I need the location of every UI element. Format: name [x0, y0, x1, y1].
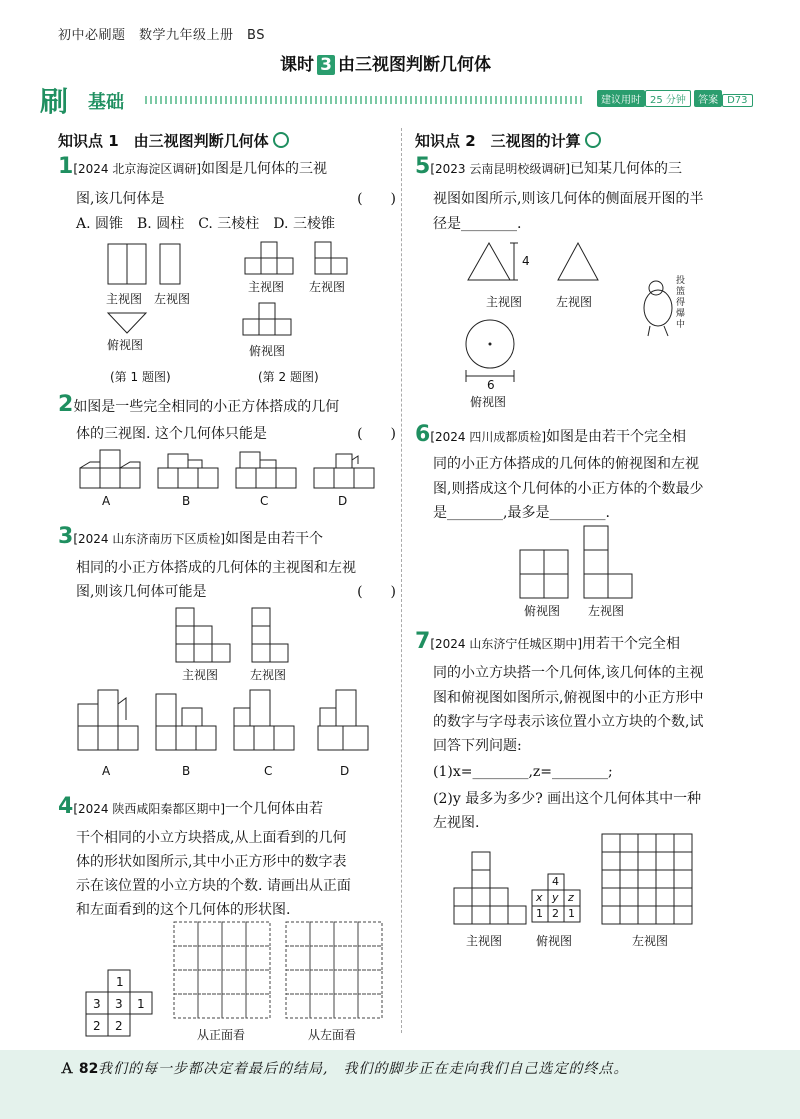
brush-logo: 刷 — [40, 85, 69, 118]
q4-cell: 1 — [116, 975, 124, 989]
q7-sub1: (1)x=________,z=________; — [433, 764, 613, 780]
grid-cell — [638, 852, 656, 870]
grid-cell — [620, 906, 638, 924]
grid-cell — [638, 888, 656, 906]
page-number: Ａ 82 — [60, 1061, 99, 1077]
q4-side-label: 从左面看 — [308, 1028, 357, 1042]
q1-left-label: 左视图 — [154, 292, 191, 306]
grid-cell — [674, 870, 692, 888]
q1-options: A. 圆锥 B. 圆柱 C. 三棱柱 D. 三棱锥 — [76, 216, 335, 232]
q2-option-a: A — [102, 494, 111, 508]
grid-cell — [674, 834, 692, 852]
q7-sub2: (2)y 最多为多少? 画出这个几何体其中一种 — [433, 791, 702, 807]
brush-subtitle: 基础 — [88, 92, 124, 113]
q5-left-label: 左视图 — [556, 295, 593, 309]
q2-top-label: 俯视图 — [249, 344, 286, 358]
grid-cell — [620, 834, 638, 852]
q3-option-d: D — [340, 764, 350, 778]
q7-cell: 1 — [568, 907, 575, 920]
grid-cell — [602, 852, 620, 870]
q1-main-label: 主视图 — [106, 292, 143, 306]
q7-cell: y — [552, 891, 559, 904]
grid-cell — [674, 852, 692, 870]
mascot-text: 投篮得爆中 — [676, 276, 686, 330]
q7-top-label: 俯视图 — [536, 934, 573, 948]
grid-cell — [638, 870, 656, 888]
grid-cell — [674, 906, 692, 924]
grid-cell — [656, 870, 674, 888]
q2-caption: (第 2 题图) — [258, 370, 319, 384]
q4-cell: 2 — [93, 1019, 101, 1033]
q2-main-label: 主视图 — [248, 280, 285, 294]
q7-cell: z — [568, 891, 574, 904]
q2-option-d: D — [338, 494, 348, 508]
q4-cell: 3 — [93, 997, 101, 1011]
q5-top-label: 俯视图 — [470, 395, 507, 409]
grid-cell — [620, 852, 638, 870]
q3-left-label: 左视图 — [250, 668, 287, 682]
grid-cell — [602, 906, 620, 924]
question-3: 3[2024 山东济南历下区质检]如图是由若干个 — [58, 524, 324, 549]
q5-dim-4: 4 — [522, 254, 530, 268]
grid-cell — [656, 888, 674, 906]
grid-cell — [602, 888, 620, 906]
q7-main-label: 主视图 — [466, 934, 503, 948]
grid-cell — [638, 834, 656, 852]
grid-cell — [656, 834, 674, 852]
time-badge: 建议用时 25 分钟 答案 D73 — [597, 90, 753, 107]
footer-motto: 我们的每一步都决定着最后的结局, 我们的脚步正在走向我们自己选定的终点。 — [98, 1061, 629, 1077]
q4-cell: 1 — [137, 997, 145, 1011]
q3-option-c: C — [264, 764, 273, 778]
q4-cell: 3 — [115, 997, 123, 1011]
book-title: 初中必刷题 数学九年级上册 BS — [58, 28, 265, 43]
q7-cell: x — [536, 891, 543, 904]
question-1: 1[2024 北京海淀区调研]如图是几何体的三视 — [58, 154, 328, 179]
q7-cell: 2 — [552, 907, 559, 920]
grid-cell — [620, 888, 638, 906]
q1-caption: (第 1 题图) — [110, 370, 171, 384]
q6-left-label: 左视图 — [588, 604, 625, 618]
q7-left-label: 左视图 — [632, 934, 669, 948]
q5-dim-6: 6 — [487, 378, 495, 392]
q3-option-a: A — [102, 764, 111, 778]
q2-left-label: 左视图 — [309, 280, 346, 294]
question-6: 6[2024 四川成都质检]如图是由若干个完全相 — [415, 422, 687, 447]
q5-main-label: 主视图 — [486, 295, 523, 309]
q4-front-label: 从正面看 — [197, 1028, 246, 1042]
grid-cell — [656, 906, 674, 924]
page-title: 课时 3 由三视图判断几何体 — [280, 55, 491, 75]
grid-cell — [620, 870, 638, 888]
grid-cell — [602, 870, 620, 888]
knowledge-point-2: 知识点 2 三视图的计算 — [415, 130, 601, 151]
question-4: 4[2024 陕西咸阳秦都区期中]一个几何体由若 — [58, 794, 324, 819]
question-5: 5[2023 云南昆明校级调研]已知某几何体的三 — [415, 154, 683, 179]
grid-cell — [674, 888, 692, 906]
grid-cell — [638, 906, 656, 924]
q1-top-label: 俯视图 — [107, 338, 144, 352]
q2-option-c: C — [260, 494, 269, 508]
question-2: 2如图是一些完全相同的小正方体搭成的几何 — [58, 392, 340, 417]
q2-option-b: B — [182, 494, 191, 508]
q7-cell: 1 — [536, 907, 543, 920]
grid-cell — [656, 852, 674, 870]
q4-cell: 2 — [115, 1019, 123, 1033]
grid-cell — [602, 834, 620, 852]
q6-top-label: 俯视图 — [524, 604, 561, 618]
q3-option-b: B — [182, 764, 191, 778]
knowledge-point-1: 知识点 1 由三视图判断几何体 — [58, 130, 289, 151]
q7-cell: 4 — [552, 875, 559, 888]
question-7: 7[2024 山东济宁任城区期中]用若干个完全相 — [415, 629, 681, 654]
q3-main-label: 主视图 — [182, 668, 219, 682]
